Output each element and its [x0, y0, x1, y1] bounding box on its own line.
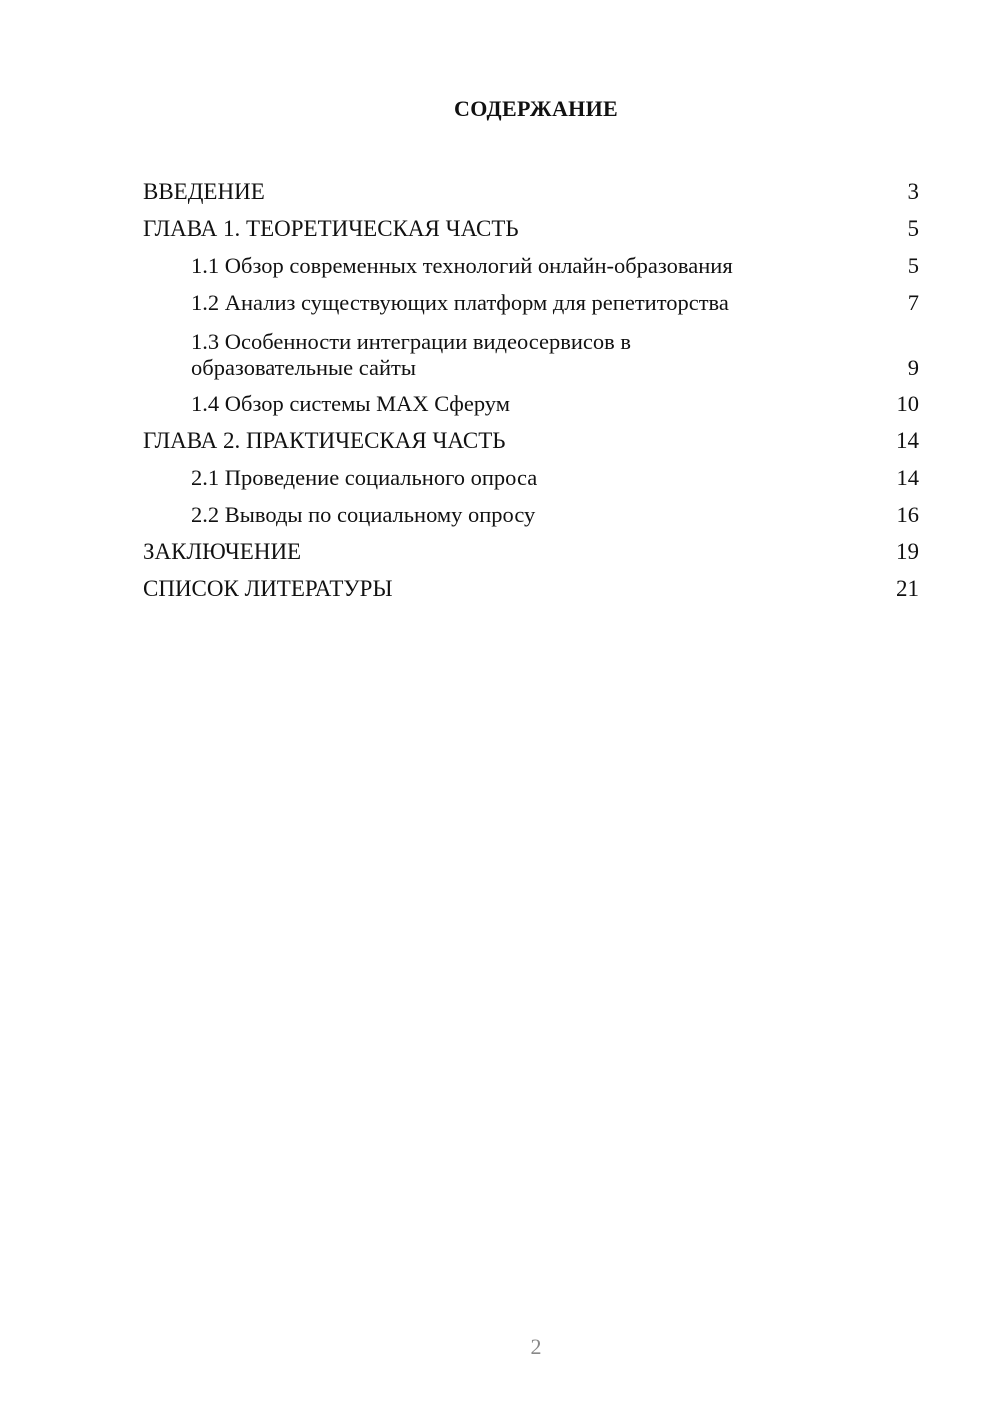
- toc-item-section-1-4[interactable]: [143, 381, 919, 418]
- toc-item-page: 14: [896, 428, 919, 453]
- toc-item-page: 10: [896, 391, 919, 416]
- toc-item-page: 5: [907, 216, 919, 241]
- toc-item-page: 19: [896, 539, 919, 564]
- toc-item-label: ГЛАВА 2. ПРАКТИЧЕСКАЯ ЧАСТЬ: [143, 428, 506, 453]
- toc-item-page: 14: [896, 465, 919, 490]
- toc-item-label: ВВЕДЕНИЕ: [143, 179, 265, 204]
- toc-item-section-1-2[interactable]: [143, 280, 919, 317]
- toc-item-introduction[interactable]: [143, 169, 919, 206]
- toc-item-label: СПИСОК ЛИТЕРАТУРЫ: [143, 576, 393, 601]
- toc-item-chapter-1[interactable]: [143, 206, 919, 243]
- page-number: 2: [530, 1334, 542, 1359]
- toc-item-section-1-1[interactable]: [143, 243, 919, 280]
- toc-item-section-2-2[interactable]: [143, 492, 919, 529]
- toc-item-page: 21: [896, 576, 919, 601]
- toc-item-page: 5: [907, 253, 919, 278]
- toc-item-page: 3: [907, 179, 919, 204]
- toc-item-label: 1.2 Анализ существующих платформ для репетиторства: [191, 290, 729, 315]
- toc-item-label: 1.3 Особенности интеграции видеосервисов в образовательные сайты: [191, 329, 632, 380]
- toc-item-label: 1.4 Обзор системы MAX Сферум: [191, 391, 510, 416]
- table-of-contents: [143, 169, 919, 603]
- toc-item-section-2-1[interactable]: [143, 455, 919, 492]
- toc-item-page: 16: [896, 502, 919, 527]
- toc-item-label: 1.1 Обзор современных технологий онлайн-образования: [191, 253, 733, 278]
- toc-item-references[interactable]: [143, 566, 919, 603]
- toc-item-label: 2.1 Проведение социального опроса: [191, 465, 538, 490]
- page-title: СОДЕРЖАНИЕ: [454, 96, 618, 121]
- toc-item-section-1-3[interactable]: [143, 317, 919, 381]
- toc-item-conclusion[interactable]: [143, 529, 919, 566]
- toc-item-chapter-2[interactable]: [143, 418, 919, 455]
- toc-item-label: ГЛАВА 1. ТЕОРЕТИЧЕСКАЯ ЧАСТЬ: [143, 216, 519, 241]
- toc-item-page: 7: [907, 290, 919, 315]
- toc-item-label: 2.2 Выводы по социальному опросу: [191, 502, 536, 527]
- toc-item-label: ЗАКЛЮЧЕНИЕ: [143, 539, 302, 564]
- toc-item-page: 9: [907, 355, 919, 380]
